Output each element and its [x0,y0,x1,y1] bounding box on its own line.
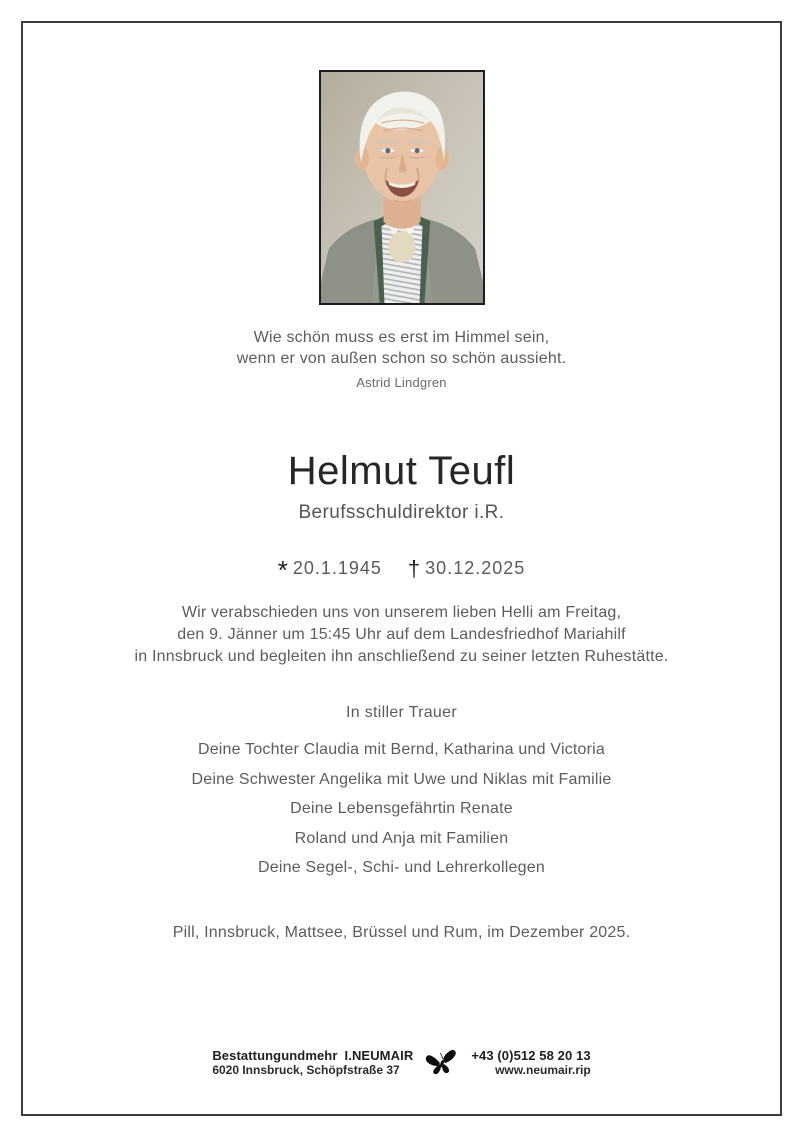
announcement-line-2: den 9. Jänner um 15:45 Uhr auf dem Landesfriedhof Mariahilf [177,626,626,643]
mourner-line: Deine Schwester Angelika mit Uwe und Niklas mit Familie [191,770,612,788]
birth-date: 20.1.1945 [292,558,382,578]
announcement-line-3: in Innsbruck und begleiten ihn anschließend zu seiner letzten Ruhestätte. [134,648,669,665]
mourning-heading: In stiller Trauer [346,704,457,721]
mourner-line: Deine Tochter Claudia mit Bernd, Katharina und Victoria [197,741,606,758]
mourner-line: Deine Lebensgefährtin Renate [290,800,513,817]
mourners-list [23,741,780,889]
death-cross-icon: † [407,556,422,581]
funeral-announcement [23,602,780,668]
obituary-card [21,21,782,1116]
deceased-title: Berufsschuldirektor i.R. [298,502,505,523]
quote-line-2: wenn er von außen schon so schön aussieht. [236,350,567,367]
funeral-home-brand: I.NEUMAIR [344,1047,414,1063]
funeral-home-website: www.neumair.rip [495,1062,591,1077]
quote-line-1: Wie schön muss es erst im Himmel sein, [253,329,550,346]
announcement-line-1: Wir verabschieden uns von unserem lieben Helli am Freitag, [181,604,622,621]
funeral-home-info [212,1048,413,1077]
portrait-photo [319,70,485,305]
death-date: 30.12.2025 [425,558,526,578]
birth-star-icon: * [277,555,289,585]
life-dates [23,550,780,585]
closing-places-line: Pill, Innsbruck, Mattsee, Brüssel und Rum, im Dezember 2025. [172,924,631,941]
memorial-quote [23,327,780,393]
funeral-home-name: Bestattungundmehr [212,1047,338,1063]
funeral-home-footer [23,1047,780,1077]
funeral-home-contact [471,1048,590,1077]
portrait-illustration [321,72,483,303]
quote-attribution: Astrid Lindgren [356,375,447,390]
deceased-name: Helmut Teufl [287,449,516,493]
mourner-line: Deine Segel-, Schi- und Lehrerkollegen [258,859,545,876]
funeral-home-phone: +43 (0)512 58 20 13 [471,1047,591,1063]
butterfly-icon [425,1047,459,1077]
mourner-line: Roland und Anja mit Familien [294,829,509,847]
funeral-home-address: 6020 Innsbruck, Schöpfstraße 37 [212,1062,400,1077]
